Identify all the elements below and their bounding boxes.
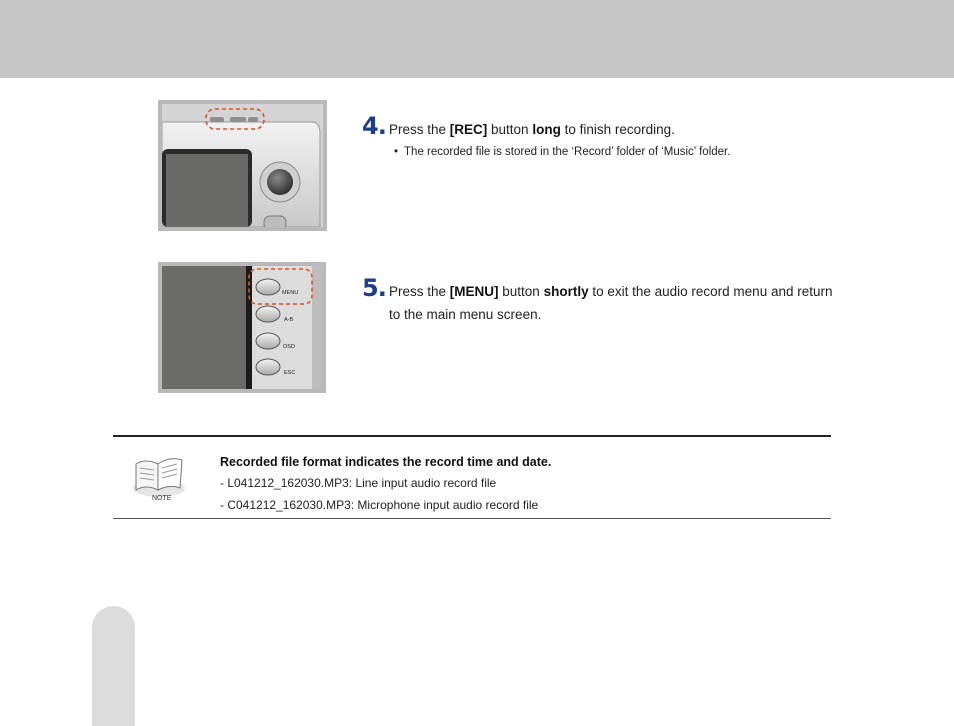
note-book-icon (130, 450, 188, 506)
ab-key-label: A-B (284, 317, 294, 323)
device-side-photo (158, 262, 326, 393)
menu-key-label: MENU (282, 290, 299, 296)
step-note: • The recorded file is stored in the ‘Record’ folder of ‘Music’ folder. (394, 146, 731, 158)
rec-button-label: [REC] (449, 122, 488, 137)
step-number: 4. (362, 112, 386, 140)
note-icon-label: NOTE (152, 495, 172, 502)
step-instruction: Press the [REC] button long to finish recording. (389, 122, 675, 137)
header-band (0, 0, 954, 78)
note-bottom-rule (113, 518, 831, 519)
emphasis-shortly: shortly (543, 284, 589, 299)
note-line-microphone: - C041212_162030.MP3: Microphone input audio record file (220, 498, 539, 512)
step-instruction: Press the [MENU] button shortly to exit the audio record menu and return to the main menu screen. (389, 284, 833, 322)
device-side-illustration (162, 266, 322, 389)
note-top-rule (113, 435, 831, 437)
menu-button-label: [MENU] (449, 284, 499, 299)
device-top-photo (158, 100, 327, 231)
device-top-illustration (162, 104, 323, 227)
emphasis-long: long (532, 122, 561, 137)
step-number: 5. (362, 274, 386, 302)
osd-key-label: OSD (283, 344, 295, 350)
page-side-tab (92, 606, 135, 726)
note-title: Recorded file format indicates the record time and date. (220, 455, 552, 469)
note-line-line-input: - L041212_162030.MP3: Line input audio record file (220, 476, 497, 490)
bullet-icon: • (394, 146, 399, 158)
esc-key-label: ESC (284, 370, 296, 376)
